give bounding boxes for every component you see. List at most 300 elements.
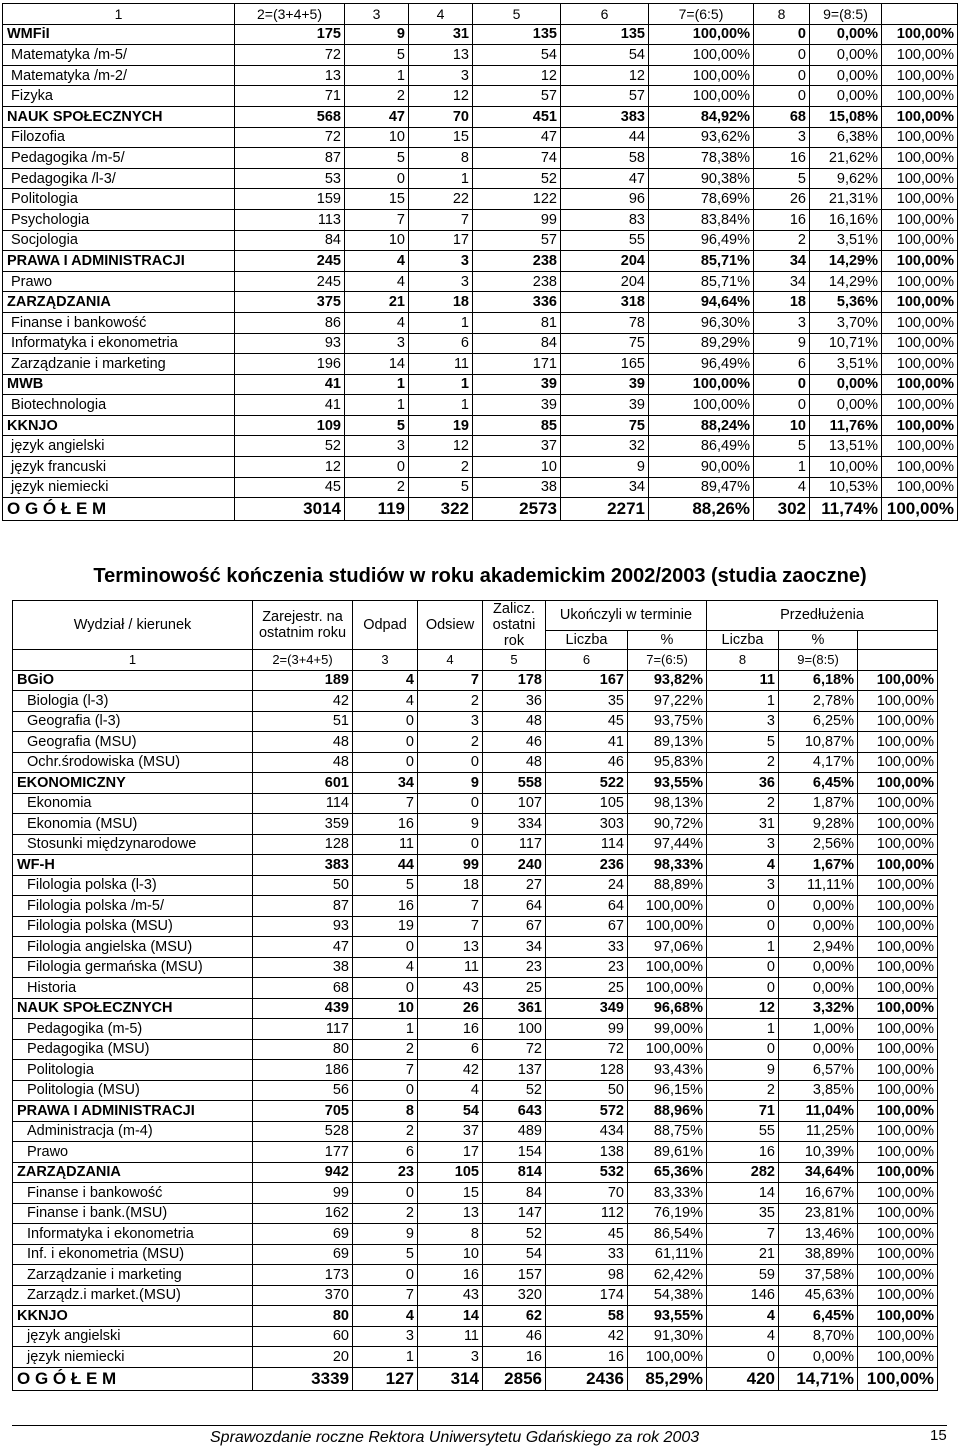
table-cell: 0 [707, 896, 779, 917]
table-cell: 196 [235, 354, 345, 375]
table-row [13, 875, 938, 896]
section-title: Terminowość kończenia studiów w roku akademickim 2002/2003 (studia zaoczne) [93, 565, 867, 587]
table-cell: 0,00% [810, 24, 882, 45]
row-label: Socjologia [3, 230, 235, 251]
table-cell: 9 [561, 457, 649, 478]
table-cell: 4 [707, 855, 779, 876]
table-cell: 88,96% [628, 1101, 707, 1122]
table-cell: 12 [409, 436, 473, 457]
table-cell: 24 [546, 875, 628, 896]
table-cell: 93,55% [628, 773, 707, 794]
table-cell: 67 [546, 916, 628, 937]
table-cell: 16 [754, 148, 810, 169]
table-cell: 0 [353, 1265, 418, 1286]
table-cell: 96,49% [649, 230, 754, 251]
table-cell: 12 [473, 65, 561, 86]
table-cell: 9 [345, 24, 409, 45]
table-cell: 26 [754, 189, 810, 210]
column-number: 9=(8:5) [779, 650, 858, 671]
table-cell: 0,00% [779, 896, 858, 917]
table-cell: 314 [418, 1367, 483, 1390]
faculty-row [3, 24, 958, 45]
table-row [13, 732, 938, 753]
row-label: Filologia angielska (MSU) [13, 937, 253, 958]
table-cell: 3,51% [810, 230, 882, 251]
table-row [3, 436, 958, 457]
table-cell: 57 [561, 86, 649, 107]
table-row [13, 1060, 938, 1081]
row-label: Politologia [13, 1060, 253, 1081]
table-cell: 72 [235, 45, 345, 66]
table-cell: 173 [253, 1265, 353, 1286]
column-number: 5 [473, 4, 561, 25]
table-cell: 18 [418, 875, 483, 896]
faculty-row [13, 1306, 938, 1327]
row-label: Pedagogika (m-5) [13, 1019, 253, 1040]
table-cell: 4 [353, 1306, 418, 1327]
table-row [3, 333, 958, 354]
table-cell: 4 [707, 1306, 779, 1327]
table-cell: 17 [409, 230, 473, 251]
table-cell: 41 [235, 395, 345, 416]
table-cell: 167 [546, 670, 628, 691]
table-cell: 4 [353, 957, 418, 978]
table-row [13, 1019, 938, 1040]
table-cell: 34 [754, 271, 810, 292]
table-row [13, 691, 938, 712]
table-cell: 109 [235, 415, 345, 436]
table-cell: 0 [754, 395, 810, 416]
column-number: 8 [754, 4, 810, 25]
table-cell: 32 [561, 436, 649, 457]
row-label: EKONOMICZNY [13, 773, 253, 794]
table-cell: 2573 [473, 498, 561, 521]
table-cell: 34 [483, 937, 546, 958]
table-cell: 0 [707, 1039, 779, 1060]
table-cell: 23 [353, 1162, 418, 1183]
table-cell: 100,00% [858, 978, 938, 999]
table-cell: 2 [707, 752, 779, 773]
table-cell: 56 [253, 1080, 353, 1101]
table-cell: 322 [409, 498, 473, 521]
table-cell: 85,71% [649, 271, 754, 292]
table-cell: 3,51% [810, 354, 882, 375]
table-cell: 100,00% [628, 957, 707, 978]
table-cell: 100,00% [858, 998, 938, 1019]
table-cell: 100,00% [858, 855, 938, 876]
table-cell: 52 [483, 1080, 546, 1101]
faculty-row [13, 855, 938, 876]
table-cell: 100,00% [649, 86, 754, 107]
row-label: Geografia (l-3) [13, 711, 253, 732]
table-cell: 522 [546, 773, 628, 794]
table-cell: 43 [418, 1285, 483, 1306]
table-cell: 74 [473, 148, 561, 169]
table-cell: 100,00% [882, 168, 958, 189]
table-row [3, 86, 958, 107]
table-cell: 72 [546, 1039, 628, 1060]
table-row [3, 127, 958, 148]
row-label: Pedagogika (MSU) [13, 1039, 253, 1060]
column-number: 9=(8:5) [810, 4, 882, 25]
table-cell: 100,00% [882, 477, 958, 498]
table-cell: 39 [473, 395, 561, 416]
table-cell: 5 [409, 477, 473, 498]
table-cell: 4 [345, 312, 409, 333]
table-cell: 9 [754, 333, 810, 354]
row-label: Zarządzanie i marketing [13, 1265, 253, 1286]
table-cell: 21 [345, 292, 409, 313]
row-label: WF-H [13, 855, 253, 876]
table-cell: 2 [353, 1121, 418, 1142]
column-number: 2=(3+4+5) [235, 4, 345, 25]
table-cell: 96,15% [628, 1080, 707, 1101]
table-cell: 10 [345, 230, 409, 251]
table-cell: 100,00% [858, 1039, 938, 1060]
column-number: 5 [483, 650, 546, 671]
table-cell: 38 [253, 957, 353, 978]
table-cell: 320 [483, 1285, 546, 1306]
table-cell: 100,00% [882, 209, 958, 230]
table-cell: 33 [546, 937, 628, 958]
table-cell: 11 [409, 354, 473, 375]
table-cell: 54 [483, 1244, 546, 1265]
table-cell: 16 [418, 1019, 483, 1040]
row-label: Zarządzanie i marketing [3, 354, 235, 375]
table-cell: 35 [707, 1203, 779, 1224]
row-label: Prawo [3, 271, 235, 292]
table-cell: 6,25% [779, 711, 858, 732]
table-cell: 81 [473, 312, 561, 333]
table-cell: 705 [253, 1101, 353, 1122]
table-cell: 0 [754, 45, 810, 66]
row-label: KKNJO [13, 1306, 253, 1327]
table-cell: 122 [473, 189, 561, 210]
table-cell: 100,00% [858, 1285, 938, 1306]
table-cell: 65,36% [628, 1162, 707, 1183]
table-cell: 3 [409, 271, 473, 292]
row-label: Biotechnologia [3, 395, 235, 416]
column-number: 6 [546, 650, 628, 671]
column-number: 3 [345, 4, 409, 25]
table-cell: 89,61% [628, 1142, 707, 1163]
table-cell: 69 [253, 1224, 353, 1245]
table-cell: 16 [754, 209, 810, 230]
table-cell: 9 [353, 1224, 418, 1245]
table-cell: 10,00% [810, 457, 882, 478]
table-cell: 93,55% [628, 1306, 707, 1327]
table-cell: 54 [473, 45, 561, 66]
table-cell: 54 [561, 45, 649, 66]
table-cell: 361 [483, 998, 546, 1019]
table-cell: 204 [561, 251, 649, 272]
table-cell: 0 [754, 86, 810, 107]
table-cell: 8 [409, 148, 473, 169]
row-label: Politologia [3, 189, 235, 210]
faculty-row [3, 292, 958, 313]
table-cell: 39 [561, 395, 649, 416]
table-cell: 3 [345, 333, 409, 354]
table-cell: 2856 [483, 1367, 546, 1390]
table-cell: 14 [707, 1183, 779, 1204]
table-cell: 100,00% [882, 333, 958, 354]
table-cell: 93,75% [628, 711, 707, 732]
row-label: Finanse i bankowość [13, 1183, 253, 1204]
row-label: Filologia polska /m-5/ [13, 896, 253, 917]
table-cell: 41 [235, 374, 345, 395]
table-cell: 100,00% [628, 1039, 707, 1060]
column-number: 3 [353, 650, 418, 671]
table-cell: 3 [707, 711, 779, 732]
table-cell: 21,62% [810, 148, 882, 169]
table-cell: 83 [561, 209, 649, 230]
table-cell: 71 [707, 1101, 779, 1122]
table-row [13, 834, 938, 855]
table-cell: 11,25% [779, 1121, 858, 1142]
column-number: 1 [13, 650, 253, 671]
table-row [13, 1347, 938, 1368]
row-label: język niemiecki [13, 1347, 253, 1368]
row-label: Zarządz.i market.(MSU) [13, 1285, 253, 1306]
table-cell: 99,00% [628, 1019, 707, 1040]
table-cell: 5,36% [810, 292, 882, 313]
table-cell: 100,00% [649, 395, 754, 416]
table-cell: 34,64% [779, 1162, 858, 1183]
table-cell: 100,00% [858, 957, 938, 978]
table-cell: 189 [253, 670, 353, 691]
table-cell: 93 [253, 916, 353, 937]
table-cell: 50 [253, 875, 353, 896]
table-cell: 11 [418, 1326, 483, 1347]
row-label: Filozofia [3, 127, 235, 148]
row-label: Ochr.środowiska (MSU) [13, 752, 253, 773]
column-number: 7=(6:5) [628, 650, 707, 671]
table-cell: 186 [253, 1060, 353, 1081]
table-cell: 57 [473, 86, 561, 107]
table-row [3, 168, 958, 189]
table-cell: 0,00% [779, 957, 858, 978]
table-cell: 16 [707, 1142, 779, 1163]
column-number: 7=(6:5) [649, 4, 754, 25]
table-cell: 10,39% [779, 1142, 858, 1163]
table-cell: 6,18% [779, 670, 858, 691]
table-cell: 6 [418, 1039, 483, 1060]
table-cell: 117 [253, 1019, 353, 1040]
table-cell: 90,38% [649, 168, 754, 189]
table-cell: 16 [418, 1265, 483, 1286]
table-cell: 100,00% [882, 457, 958, 478]
table-cell: 71 [235, 86, 345, 107]
row-label: Informatyka i ekonometria [13, 1224, 253, 1245]
table-cell: 100,00% [882, 251, 958, 272]
table-cell: 0,00% [810, 45, 882, 66]
table-cell: 100,00% [858, 1060, 938, 1081]
table-cell: 568 [235, 106, 345, 127]
table-cell: 13 [418, 937, 483, 958]
table-cell: 1 [409, 374, 473, 395]
table-cell: 99 [473, 209, 561, 230]
table-cell: 5 [353, 1244, 418, 1265]
table-cell: 96,30% [649, 312, 754, 333]
table-cell: 2436 [546, 1367, 628, 1390]
table-cell: 100,00% [858, 896, 938, 917]
table-cell: 42 [546, 1326, 628, 1347]
table-cell: 94,64% [649, 292, 754, 313]
row-label: MWB [3, 374, 235, 395]
column-number: 2=(3+4+5) [253, 650, 353, 671]
row-label: PRAWA I ADMINISTRACJI [13, 1101, 253, 1122]
table-cell: 16 [546, 1347, 628, 1368]
faculty-row [13, 1162, 938, 1183]
table-cell: 11,76% [810, 415, 882, 436]
table-cell: 100,00% [858, 1183, 938, 1204]
row-label: Geografia (MSU) [13, 732, 253, 753]
table-cell: 33 [546, 1244, 628, 1265]
table-row [13, 1224, 938, 1245]
table-cell: 100,00% [858, 916, 938, 937]
table-cell: 3 [707, 875, 779, 896]
row-label: Filologia germańska (MSU) [13, 957, 253, 978]
table-cell: 0 [418, 752, 483, 773]
table-cell: 48 [253, 732, 353, 753]
table-cell: 18 [754, 292, 810, 313]
table-row [3, 209, 958, 230]
table-cell: 601 [253, 773, 353, 794]
table-cell: 59 [707, 1265, 779, 1286]
table-cell: 146 [707, 1285, 779, 1306]
table-cell: 112 [546, 1203, 628, 1224]
table-cell: 3 [418, 1347, 483, 1368]
row-label: O G Ó Ł E M [13, 1367, 253, 1390]
table-cell: 69 [253, 1244, 353, 1265]
table-cell: 100,00% [858, 1121, 938, 1142]
table-cell: 0,00% [779, 916, 858, 937]
header-zarejestr: Zarejestr. na ostatnim roku [253, 601, 353, 650]
table-cell: 16 [483, 1347, 546, 1368]
table-cell: 100 [483, 1019, 546, 1040]
table-cell: 15 [418, 1183, 483, 1204]
table-cell: 58 [561, 148, 649, 169]
table-cell: 39 [561, 374, 649, 395]
table-cell: 13 [235, 65, 345, 86]
table-cell: 1 [707, 1019, 779, 1040]
table-cell: 98,33% [628, 855, 707, 876]
table-cell: 10,87% [779, 732, 858, 753]
table-cell: 11,04% [779, 1101, 858, 1122]
table-cell: 100,00% [882, 45, 958, 66]
table-row [13, 711, 938, 732]
row-label: język francuski [3, 457, 235, 478]
faculty-row [13, 670, 938, 691]
table-cell: 61,11% [628, 1244, 707, 1265]
table-cell: 439 [253, 998, 353, 1019]
table-cell: 135 [473, 24, 561, 45]
table-cell: 47 [473, 127, 561, 148]
table-row [3, 148, 958, 169]
table-cell: 47 [253, 937, 353, 958]
table-cell: 1 [345, 395, 409, 416]
table-cell: 51 [253, 711, 353, 732]
table-cell: 100,00% [858, 793, 938, 814]
table-cell: 55 [561, 230, 649, 251]
row-label: Pedagogika /m-5/ [3, 148, 235, 169]
table-cell: 16,67% [779, 1183, 858, 1204]
table-cell: 64 [546, 896, 628, 917]
table-cell: 85,71% [649, 251, 754, 272]
row-label: Historia [13, 978, 253, 999]
row-label: Administracja (m-4) [13, 1121, 253, 1142]
table-cell: 100,00% [858, 1101, 938, 1122]
table-cell: 13,51% [810, 436, 882, 457]
table-cell: 2 [345, 86, 409, 107]
table-cell: 44 [353, 855, 418, 876]
header-wydzial: Wydział / kierunek [13, 601, 253, 650]
table-cell: 0 [353, 978, 418, 999]
table-cell: 5 [754, 168, 810, 189]
table-cell: 0 [707, 957, 779, 978]
table-cell: 60 [253, 1326, 353, 1347]
table-cell: 100,00% [649, 24, 754, 45]
table-cell: 8 [418, 1224, 483, 1245]
faculty-row [3, 374, 958, 395]
table-cell: 37 [418, 1121, 483, 1142]
table-cell: 100,00% [628, 978, 707, 999]
table-cell: 39 [473, 374, 561, 395]
table-cell: 12 [409, 86, 473, 107]
table-cell: 4 [418, 1080, 483, 1101]
table-cell: 89,29% [649, 333, 754, 354]
table-cell: 11,74% [810, 498, 882, 521]
table-cell: 3 [754, 127, 810, 148]
table-cell: 11 [418, 957, 483, 978]
table-cell: 78,69% [649, 189, 754, 210]
table-cell: 100,00% [858, 1142, 938, 1163]
table-cell: 6 [754, 354, 810, 375]
table-cell: 54,38% [628, 1285, 707, 1306]
table-cell: 127 [353, 1367, 418, 1390]
table-row [13, 1326, 938, 1347]
table-cell: 302 [754, 498, 810, 521]
table-cell: 88,26% [649, 498, 754, 521]
table-row [13, 937, 938, 958]
row-label: język angielski [13, 1326, 253, 1347]
table-cell: 15 [345, 189, 409, 210]
table-cell: 4 [707, 1326, 779, 1347]
table-cell: 3 [345, 436, 409, 457]
table-cell: 46 [483, 732, 546, 753]
table-row [13, 1080, 938, 1101]
row-label: Informatyka i ekonometria [3, 333, 235, 354]
table-cell: 105 [418, 1162, 483, 1183]
row-label: Finanse i bankowość [3, 312, 235, 333]
table-cell: 34 [561, 477, 649, 498]
table-cell: 1 [345, 65, 409, 86]
table-cell: 0 [353, 1183, 418, 1204]
table-row [3, 457, 958, 478]
row-label: Pedagogika /l-3/ [3, 168, 235, 189]
table-cell: 7 [409, 209, 473, 230]
table-cell: 25 [483, 978, 546, 999]
table-cell: 100,00% [858, 691, 938, 712]
table-cell: 334 [483, 814, 546, 835]
table-cell: 90,72% [628, 814, 707, 835]
table-cell: 359 [253, 814, 353, 835]
table-cell: 85,29% [628, 1367, 707, 1390]
table-cell: 128 [253, 834, 353, 855]
table-cell: 100,00% [882, 106, 958, 127]
table-cell: 100,00% [882, 24, 958, 45]
table-cell: 0 [707, 978, 779, 999]
